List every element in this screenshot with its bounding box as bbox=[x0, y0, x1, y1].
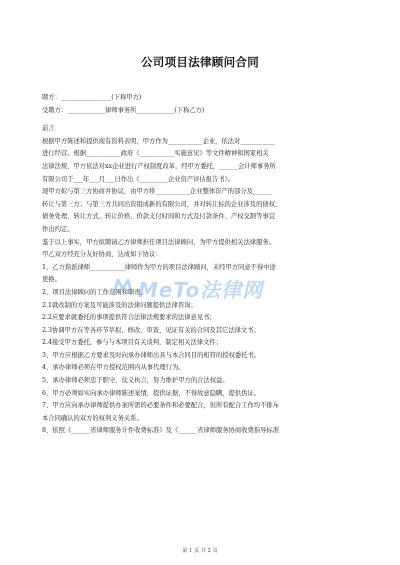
body-line: 2.3协调甲方在等各环节草拟、修改、审查、见证有关的合同及其它法律文书； bbox=[42, 326, 260, 334]
page-footer: 第 1 页 共 2 页 bbox=[182, 548, 218, 554]
body-line: 转让与第三方；与第三方共同出资组成新的有限公司，并对转让标的企业涉及的债权、 bbox=[42, 200, 282, 208]
body-line: 聘方：________________(下称甲方) bbox=[42, 94, 142, 101]
body-line: 6、甲方必须如实向承办律师陈述案情，提供证据，不得故意隐瞒，提供伪证。 bbox=[42, 389, 261, 397]
body-line: 受聘方：____________律师事务所____________(下称乙方) bbox=[42, 106, 205, 114]
body-line: 债务处理、转让方式、转让价格、价款支付时间和方式及付款条件、产权交割等事宜 bbox=[42, 213, 275, 221]
body-line: 有限公司于___年___月___日作出《_________企业资产评估报告书》。 bbox=[42, 175, 235, 183]
body-line: 前言 bbox=[42, 125, 55, 133]
document-title: 公司项目法律顾问合同 bbox=[141, 55, 259, 69]
body-line: 5、承办律师必须忠于职守，仗义执言，努力维护甲方的合法权益。 bbox=[42, 377, 229, 385]
body-line: 2.1就改制的方案及可能涉及的法律问题提供法律咨询； bbox=[42, 301, 197, 309]
body-line: 1、乙方指派律师___________律师作为甲方的项目法律顾问，未经甲方同意不得中途 bbox=[42, 263, 276, 271]
body-line: 2.4接受甲方委托，参与与本项目有关谈判，制定相关法律文件； bbox=[42, 339, 223, 347]
body-line: 更换。 bbox=[42, 276, 61, 284]
body-line: 法律法规，甲方依法对xx企业进行产权制度改革，经甲方委托，______会计师事务所 bbox=[42, 162, 276, 170]
body-line: 8、依照《______省律师服务计件收费标准》及《______省律师服务协商收费指导标准 bbox=[42, 427, 279, 435]
body-line: 本合同确认的双方的权利义务关系。 bbox=[42, 414, 143, 422]
body-line: 7、甲方应向承办律师提供办案所需的必要条件和必要配合，但所有配合工作均不排斥 bbox=[42, 402, 279, 410]
body-line: 4、承办律师必须在甲方授权范围内从事代理行为。 bbox=[42, 364, 185, 372]
body-line: 根据甲方陈述和提供现有资料表明，甲方作为___________企业，依法对___________ bbox=[42, 137, 275, 145]
body-line: 现甲方拟与第三方协商并协议，由甲方将___________企业整体资产的部分及______ bbox=[42, 188, 272, 196]
body-line: 鉴于以上事实，甲方拟聘请乙方律师担任项目法律顾问，为甲方提供相关法律服务。 bbox=[42, 238, 275, 246]
body-line: 进行经营。根据___________政府《___________实施意见》等文件精神和国家相关 bbox=[42, 150, 269, 158]
body-line: 3、甲方应根据乙方要求及时向承办律师出具与本合同目的相符的授权委托书。 bbox=[42, 351, 261, 359]
document-body bbox=[42, 92, 360, 438]
body-line: 2、项目法律顾问的工作范围和职责。 bbox=[42, 288, 147, 296]
body-line: 2.2应要求就委托的事项提供符合法律法规要求的法律意见书； bbox=[42, 314, 216, 322]
body-line: 甲乙双方经充分友好协商，达成如下协议： bbox=[42, 251, 162, 259]
watermark-text: MeTo法律网 bbox=[138, 278, 264, 302]
body-line: 作出约定。 bbox=[42, 225, 74, 233]
